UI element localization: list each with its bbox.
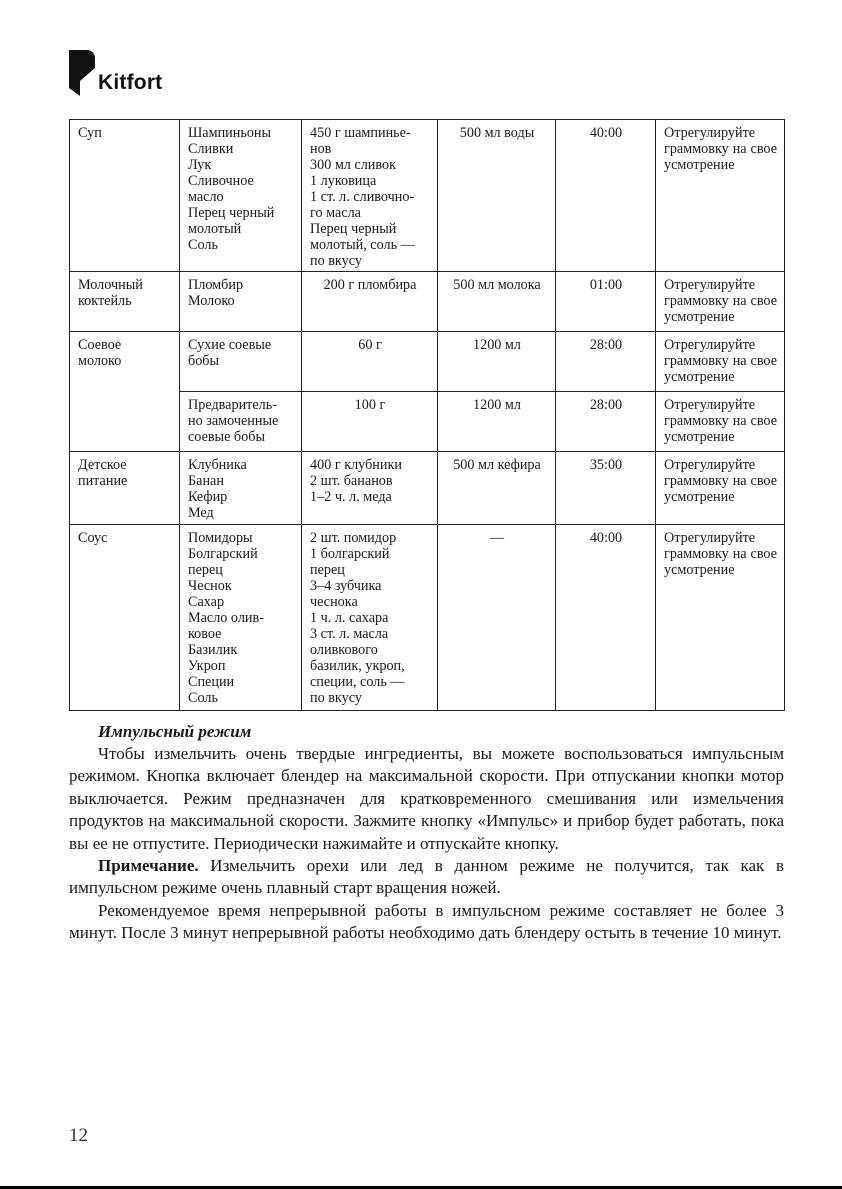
- table-row: [70, 272, 785, 332]
- brand-name: Kitfort: [98, 71, 163, 94]
- dish-cell: Соус: [70, 525, 180, 711]
- table-row: [70, 332, 785, 392]
- dish-cell: Молочный коктейль: [70, 272, 180, 332]
- liquid-cell: 1200 мл: [438, 392, 556, 452]
- note-label: Примечание.: [98, 856, 199, 876]
- page-number: 12: [69, 1125, 88, 1146]
- note-cell: Отрегулируйте граммовку на свое усмотрение: [656, 120, 785, 272]
- liquid-cell: —: [438, 525, 556, 711]
- paragraph: Чтобы измельчить очень твердые ингредиенты, вы можете воспользоваться импульсным режимом. Кнопка включает блендер на максимальной скорости. При отпускании кнопки мотор выключается. Режим предназначен для кратковременного смешивания или измельчения продуктов на максимальной скорости. Зажмите кнопку «Импульс» и прибор будет работать, пока вы ее не отпустите. Периодически нажимайте и отпускайте кнопку.: [69, 744, 784, 853]
- note-cell: Отрегулируйте граммовку на свое усмотрение: [656, 392, 785, 452]
- ingredients-cell: Предваритель- но замоченные соевые бобы: [180, 392, 302, 452]
- paragraph: Рекомендуемое время непрерывной работы в импульсном режиме составляет не более 3 минут. После 3 минут непрерывной работы необходимо дать блендеру остыть в течение 10 минут.: [69, 900, 784, 943]
- table-row: [70, 525, 785, 711]
- pulse-mode-section: [69, 721, 784, 945]
- table-row: [70, 452, 785, 525]
- ingredients-cell: Клубника Банан Кефир Мед: [180, 452, 302, 525]
- amount-cell: 100 г: [302, 392, 438, 452]
- note-text: Измельчить орехи или лед в данном режиме не получится, так как в импульсном режиме очень плавный старт вращения ножей.: [69, 856, 784, 898]
- liquid-cell: 500 мл воды: [438, 120, 556, 272]
- time-cell: 40:00: [556, 525, 656, 711]
- ingredients-cell: Помидоры Болгарский перец Чеснок Сахар Масло олив- ковое Базилик Укроп Специи Соль: [180, 525, 302, 711]
- note-cell: Отрегулируйте граммовку на свое усмотрение: [656, 525, 785, 711]
- amount-cell: 450 г шампинье- нов 300 мл сливок 1 луковица 1 ст. л. сливочно- го масла Перец черный молотый, соль — по вкусу: [302, 120, 438, 272]
- dish-cell: Соевое молоко: [70, 332, 180, 452]
- liquid-cell: 1200 мл: [438, 332, 556, 392]
- brand-logo: [69, 50, 162, 96]
- liquid-cell: 500 мл молока: [438, 272, 556, 332]
- ingredients-cell: Пломбир Молоко: [180, 272, 302, 332]
- note-paragraph: [69, 855, 784, 900]
- note-cell: Отрегулируйте граммовку на свое усмотрение: [656, 452, 785, 525]
- time-cell: 35:00: [556, 452, 656, 525]
- time-cell: 40:00: [556, 120, 656, 272]
- amount-cell: 200 г пломбира: [302, 272, 438, 332]
- amount-cell: 400 г клубники 2 шт. бананов 1–2 ч. л. меда: [302, 452, 438, 525]
- note-cell: Отрегулируйте граммовку на свое усмотрение: [656, 332, 785, 392]
- kitfort-logo-icon: [69, 50, 95, 96]
- note-cell: Отрегулируйте граммовку на свое усмотрение: [656, 272, 785, 332]
- recipe-table: [69, 119, 785, 711]
- liquid-cell: 500 мл кефира: [438, 452, 556, 525]
- dish-cell: Суп: [70, 120, 180, 272]
- time-cell: 28:00: [556, 332, 656, 392]
- ingredients-cell: Сухие соевые бобы: [180, 332, 302, 392]
- table-row: [70, 120, 785, 272]
- section-heading: Импульсный режим: [98, 722, 252, 741]
- time-cell: 01:00: [556, 272, 656, 332]
- amount-cell: 2 шт. помидор 1 болгарский перец 3–4 зубчика чеснока 1 ч. л. сахара 3 ст. л. масла оливкового базилик, укроп, специи, соль — по вкусу: [302, 525, 438, 711]
- dish-cell: Детское питание: [70, 452, 180, 525]
- amount-cell: 60 г: [302, 332, 438, 392]
- time-cell: 28:00: [556, 392, 656, 452]
- ingredients-cell: Шампиньоны Сливки Лук Сливочное масло Перец черный молотый Соль: [180, 120, 302, 272]
